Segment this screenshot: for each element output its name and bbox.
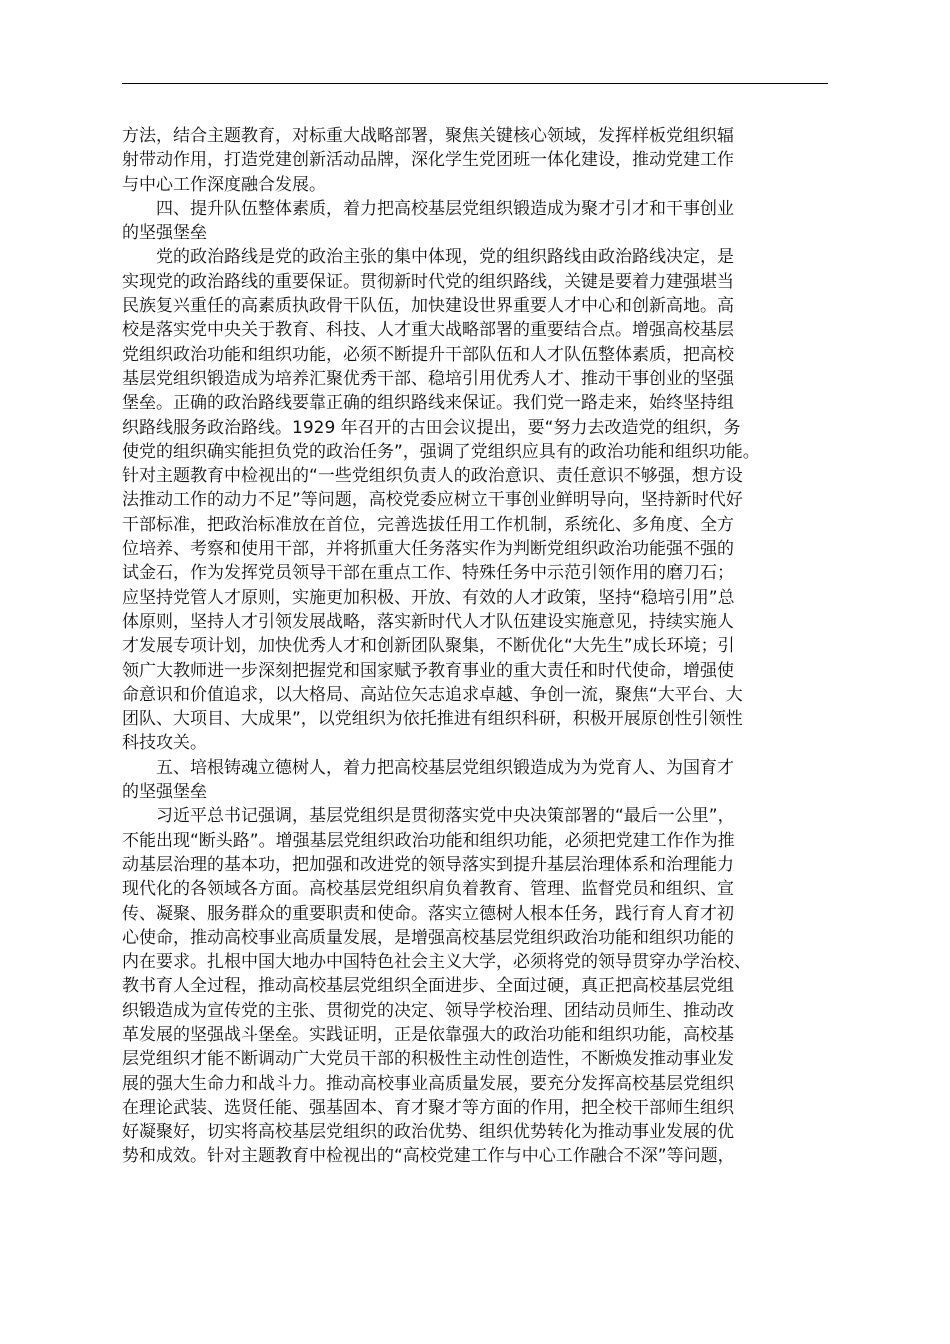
text-line: 位培养、考察和使用干部，并将抓重大任务落实作为判断党组织政治功能强不强的 [122, 539, 734, 560]
text-line: 传、凝聚、服务群众的重要职责和使命。落实立德树人根本任务，践行育人育才初 [122, 903, 734, 924]
text-line: 方法，结合主题教育，对标重大战略部署，聚焦关键核心领域，发挥样板党组织辐 [122, 126, 734, 146]
text-line: 不能出现“断头路”。增强基层党组织政治功能和组织功能，必须把党建工作作为推 [122, 830, 735, 851]
text-line: 现代化的各领域各方面。高校基层党组织肩负着教育、管理、监督党员和组织、宣 [122, 879, 734, 900]
text-line: 的坚强堡垒 [122, 223, 207, 244]
text-line: 党组织政治功能和组织功能，必须不断提升干部队伍和人才队伍整体素质，把高校 [122, 344, 734, 365]
text-line: 使党的组织确实能担负党的政治任务”，强调了党组织应具有的政治功能和组织功能。 [122, 441, 760, 462]
text-line: 与中心工作深度融合发展。 [122, 174, 326, 195]
text-line: 党的政治路线是党的政治主张的集中体现，党的组织路线由政治路线决定，是 [122, 247, 734, 268]
text-line: 习近平总书记强调，基层党组织是贯彻落实党中央决策部署的“最后一公里”， [122, 806, 735, 827]
text-line: 才发展专项计划，加快优秀人才和创新团队聚集，不断优化“大先生”成长环境；引 [122, 636, 735, 657]
text-line: 堡垒。正确的政治路线要靠正确的组织路线来保证。我们党一路走来，始终坚持组 [122, 393, 734, 414]
text-line: 织路线服务政治路线。1929 年召开的古田会议提出，要“努力去改造党的组织，务 [122, 417, 741, 438]
text-line: 应坚持党管人才原则，实施更加积极、开放、有效的人才政策，坚持“稳培引用”总 [122, 587, 735, 608]
text-line: 展的强大生命力和战斗力。推动高校事业高质量发展，要充分发挥高校基层党组织 [122, 1073, 734, 1094]
text-line: 团队、大项目、大成果”，以党组织为依托推进有组织科研，积极开展原创性引领性 [122, 709, 743, 730]
text-line: 射带动作用，打造党建创新活动品牌，深化学生党团班一体化建设，推动党建工作 [122, 150, 734, 171]
text-line: 命意识和价值追求，以大格局、高站位矢志追求卓越、争创一流，聚焦“大平台、大 [122, 684, 743, 705]
text-line: 五、培根铸魂立德树人，着力把高校基层党组织锻造成为为党育人、为国育才 [122, 757, 734, 778]
text-line: 的坚强堡垒 [122, 782, 207, 803]
header-rule [122, 83, 828, 84]
text-line: 实现党的政治路线的重要保证。贯彻新时代党的组织路线，关键是要着力建强堪当 [122, 271, 734, 292]
text-line: 织锻造成为宣传党的主张、贯彻党的决定、领导学校治理、团结动员师生、推动改 [122, 1000, 734, 1021]
text-line: 层党组织才能不断调动广大党员干部的积极性主动性创造性，不断焕发推动事业发 [122, 1049, 734, 1070]
text-line: 领广大教师进一步深刻把握党和国家赋予教育事业的重大责任和时代使命，增强使 [122, 660, 734, 681]
text-line: 科技攻关。 [122, 733, 207, 754]
text-line: 法推动工作的动力不足”等问题，高校党委应树立干事创业鲜明导向，坚持新时代好 [122, 490, 743, 511]
text-line: 好凝聚好，切实将高校基层党组织的政治优势、组织优势转化为推动事业发展的优 [122, 1122, 734, 1143]
text-line: 动基层治理的基本功，把加强和改进党的领导落实到提升基层治理体系和治理能力 [122, 854, 734, 875]
text-line: 试金石，作为发挥党员领导干部在重点工作、特殊任务中示范引领作用的磨刀石； [122, 563, 734, 584]
text-line: 体原则，坚持人才引领发展战略，落实新时代人才队伍建设实施意见，持续实施人 [122, 611, 734, 632]
text-line: 民族复兴重任的高素质执政骨干队伍，加快建设世界重要人才中心和创新高地。高 [122, 296, 734, 317]
text-line: 在理论武装、选贤任能、强基固本、育才聚才等方面的作用，把全校干部师生组织 [122, 1097, 734, 1118]
text-line: 校是落实党中央关于教育、科技、人才重大战略部署的重要结合点。增强高校基层 [122, 320, 734, 341]
text-line: 四、提升队伍整体素质，着力把高校基层党组织锻造成为聚才引才和干事创业 [122, 198, 734, 219]
text-line: 针对主题教育中检视出的“一些党组织负责人的政治意识、责任意识不够强，想方设 [122, 466, 743, 487]
text-line: 心使命，推动高校事业高质量发展，是增强高校基层党组织政治功能和组织功能的 [122, 927, 734, 948]
text-line: 革发展的坚强战斗堡垒。实践证明，正是依靠强大的政治功能和组织功能，高校基 [122, 1024, 734, 1045]
text-line: 干部标准，把政治标准放在首位，完善选拔任用工作机制，系统化、多角度、全方 [122, 514, 734, 535]
document-body [122, 124, 828, 1169]
text-line: 教书育人全过程，推动高校基层党组织全面进步、全面过硬，真正把高校基层党组 [122, 976, 734, 997]
text-line: 内在要求。扎根中国大地办中国特色社会主义大学，必须将党的领导贯穿办学治校、 [122, 952, 751, 973]
text-line: 基层党组织锻造成为培养汇聚优秀干部、稳培引用优秀人才、推动干事创业的坚强 [122, 368, 734, 389]
text-line: 势和成效。针对主题教育中检视出的“高校党建工作与中心工作融合不深”等问题， [122, 1146, 735, 1167]
